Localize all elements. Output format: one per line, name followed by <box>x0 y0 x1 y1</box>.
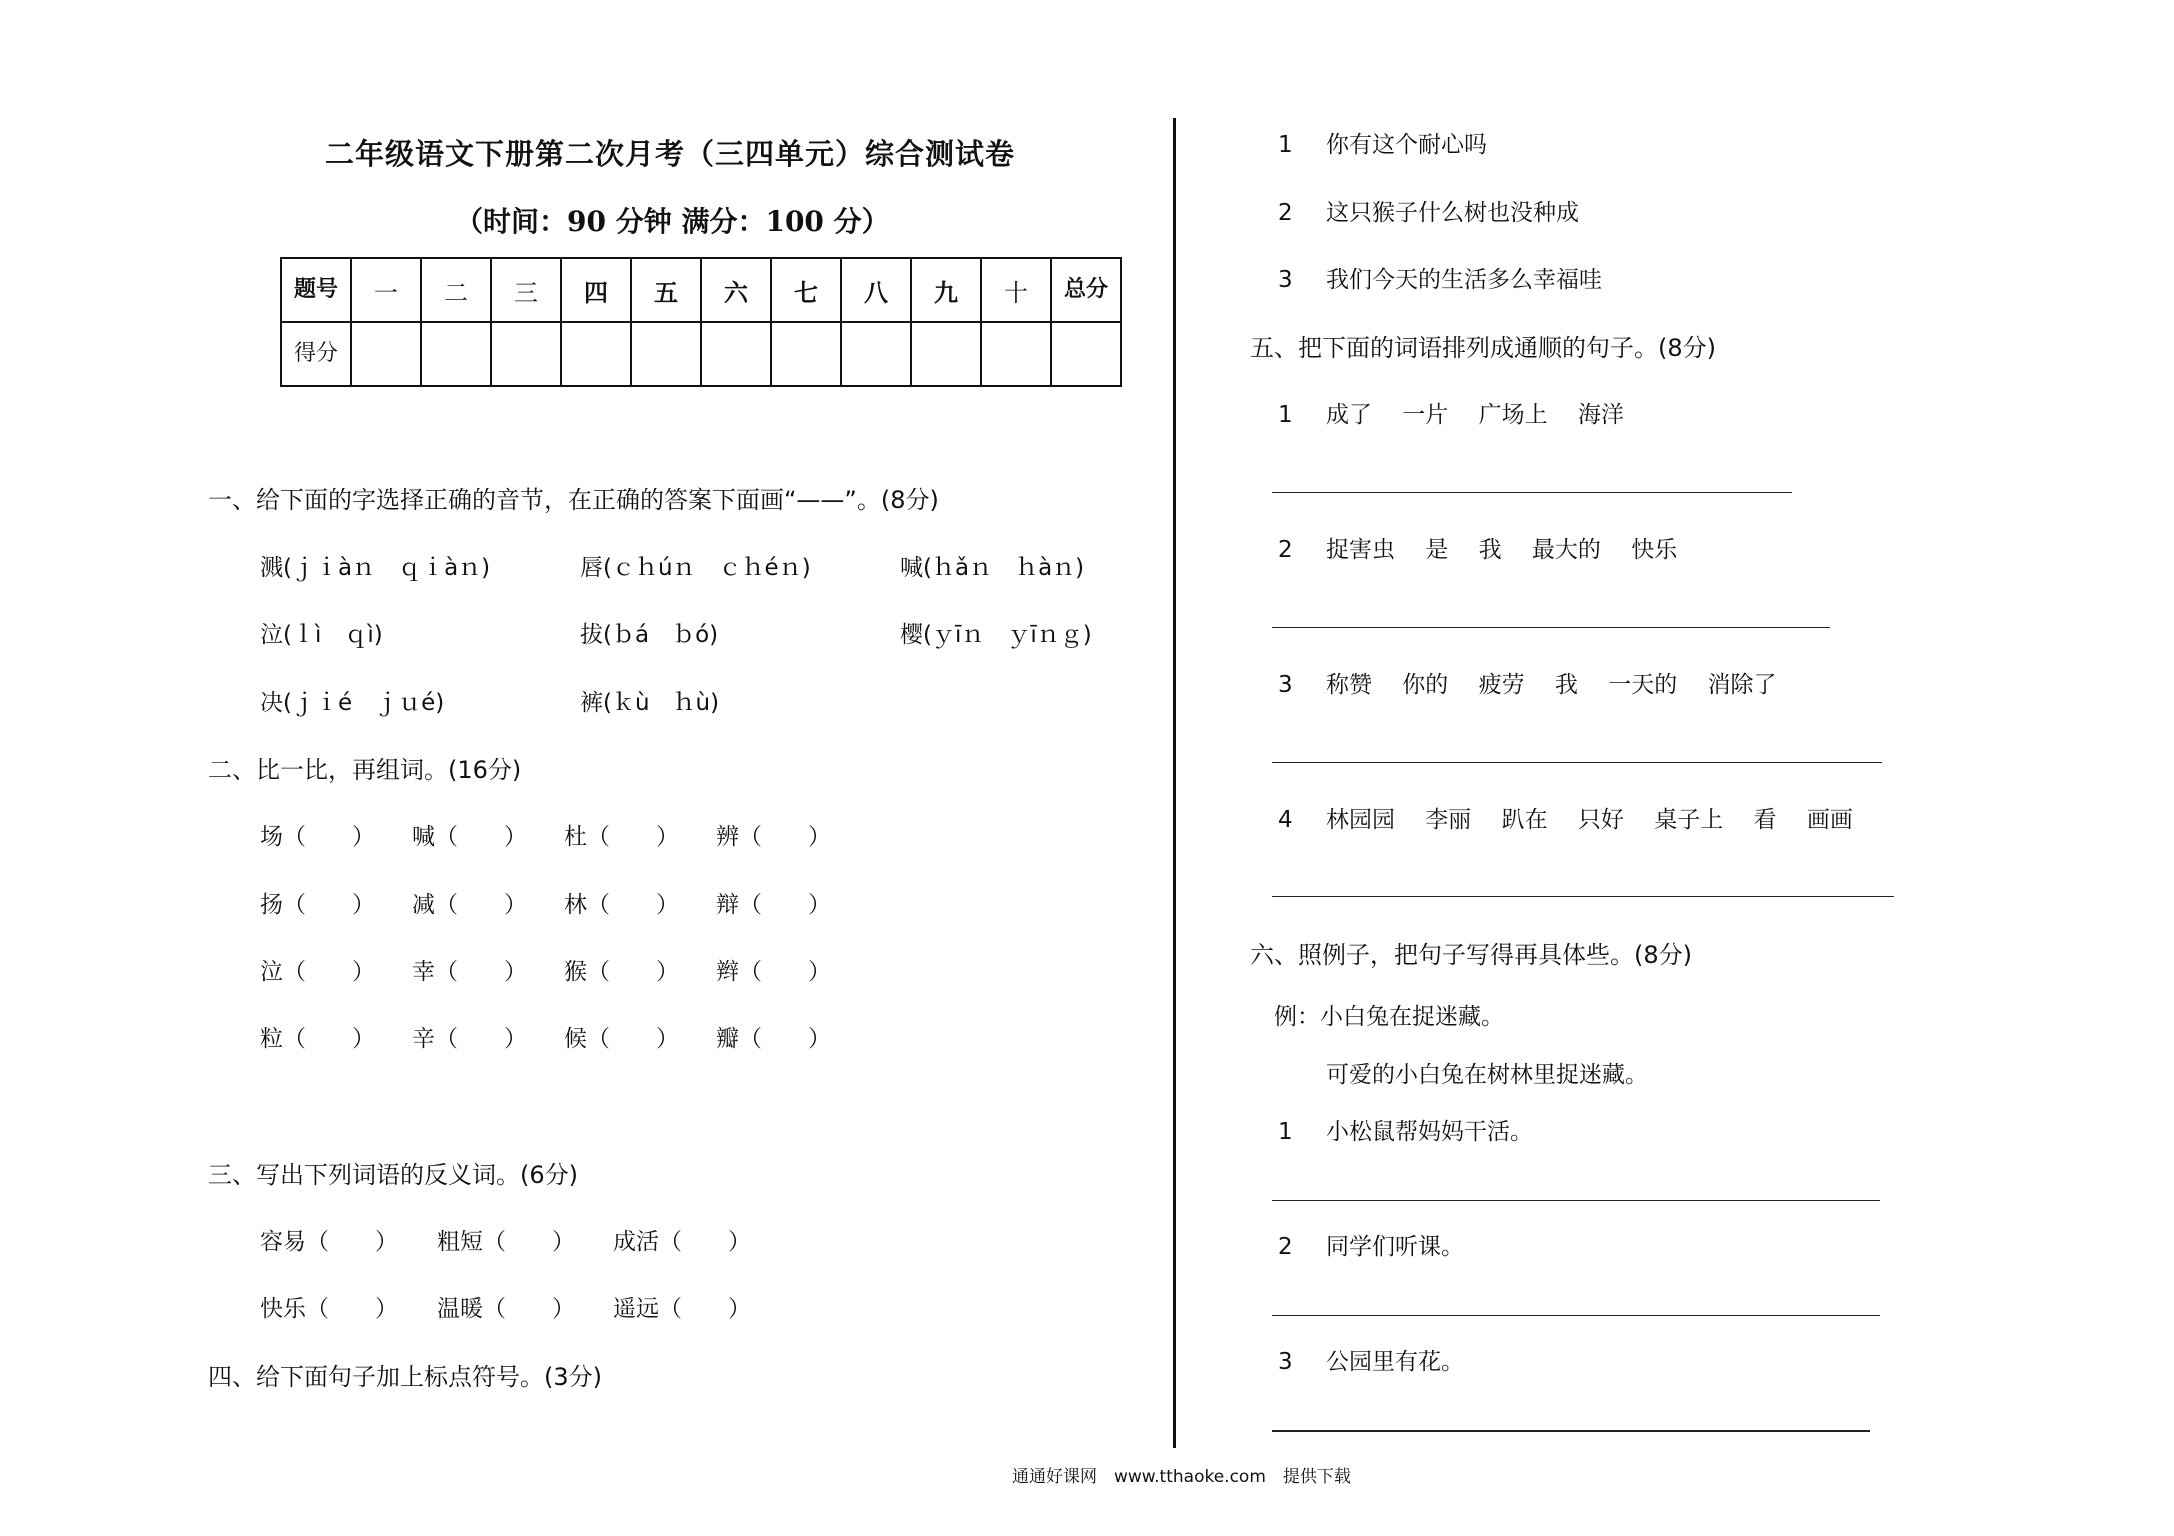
answer-line[interactable] <box>1272 896 1894 897</box>
score-table-header-row <box>281 258 1121 322</box>
antonym-item: 粗短（ ） <box>437 1229 575 1255</box>
score-header-cell: 七 <box>771 258 841 322</box>
word-item: 辩（ ） <box>716 892 831 918</box>
item-number: 3 <box>1278 267 1293 293</box>
antonym-item: 成活（ ） <box>613 1229 751 1255</box>
pinyin-item: 唇(ｃｈúｎ ｃｈéｎ) <box>580 555 811 581</box>
score-header-cell: 三 <box>491 258 561 322</box>
sentence-text: 小松鼠帮妈妈干活。 <box>1326 1119 1533 1145</box>
sentence-text: 我们今天的生活多么幸福哇 <box>1326 267 1602 293</box>
pinyin-item: 溅(ｊｉàｎ ｑｉàｎ) <box>260 555 491 581</box>
item-number: 3 <box>1278 1349 1293 1375</box>
word-list: 称赞 你的 疲劳 我 一天的 消除了 <box>1326 672 1777 698</box>
word-item: 辫（ ） <box>716 959 831 985</box>
score-cell[interactable] <box>841 322 911 386</box>
item-number: 2 <box>1278 200 1293 226</box>
word-list: 捉害虫 是 我 最大的 快乐 <box>1326 537 1678 563</box>
score-cell[interactable] <box>701 322 771 386</box>
score-cell[interactable] <box>421 322 491 386</box>
section6-heading: 六、照例子，把句子写得再具体些。(8分) <box>1250 941 1692 969</box>
score-cell[interactable] <box>561 322 631 386</box>
section3-heading: 三、写出下列词语的反义词。(6分) <box>208 1161 578 1189</box>
score-header-cell: 五 <box>631 258 701 322</box>
word-item: 杜（ ） <box>564 824 679 850</box>
page-subtitle: （时间：90 分钟 满分：100 分） <box>455 205 890 238</box>
antonym-item: 快乐（ ） <box>260 1296 398 1322</box>
item-number: 1 <box>1278 402 1293 428</box>
word-item: 粒（ ） <box>260 1026 375 1052</box>
score-cell[interactable] <box>981 322 1051 386</box>
pinyin-item: 泣(ｌì ｑì) <box>260 622 383 648</box>
word-item: 瓣（ ） <box>716 1026 831 1052</box>
sentence-text: 你有这个耐心吗 <box>1326 132 1487 158</box>
item-number: 1 <box>1278 1119 1293 1145</box>
item-number: 2 <box>1278 1234 1293 1260</box>
word-list: 成了 一片 广场上 海洋 <box>1326 402 1624 428</box>
answer-line[interactable] <box>1272 1430 1870 1432</box>
pinyin-item: 拔(ｂá ｂó) <box>580 622 719 648</box>
score-header-cell: 十 <box>981 258 1051 322</box>
example-answer: 可爱的小白兔在树林里捉迷藏。 <box>1326 1062 1648 1088</box>
pinyin-item: 裤(ｋù ｈù) <box>580 690 720 716</box>
score-header-cell: 四 <box>561 258 631 322</box>
score-cell[interactable] <box>771 322 841 386</box>
score-row-label: 得分 <box>281 322 351 386</box>
section2-heading: 二、比一比，再组词。(16分) <box>208 756 522 784</box>
pinyin-item: 喊(ｈǎｎ ｈàｎ) <box>900 555 1085 581</box>
word-item: 喊（ ） <box>412 824 527 850</box>
score-table-score-row <box>281 322 1121 386</box>
item-number: 4 <box>1278 807 1293 833</box>
section1-heading: 一、给下面的字选择正确的音节，在正确的答案下面画“——”。(8分) <box>208 486 939 514</box>
word-item: 场（ ） <box>260 824 375 850</box>
sentence-text: 这只猴子什么树也没种成 <box>1326 200 1579 226</box>
pinyin-item: 樱(ｙīｎ ｙīｎｇ) <box>900 622 1092 648</box>
pinyin-item: 决(ｊｉé ｊｕé) <box>260 690 445 716</box>
score-header-cell: 九 <box>911 258 981 322</box>
section4-heading: 四、给下面句子加上标点符号。(3分) <box>208 1363 602 1391</box>
score-header-cell: 八 <box>841 258 911 322</box>
answer-line[interactable] <box>1272 627 1830 628</box>
word-item: 候（ ） <box>564 1026 679 1052</box>
score-cell[interactable] <box>911 322 981 386</box>
score-cell[interactable] <box>351 322 421 386</box>
word-item: 泣（ ） <box>260 959 375 985</box>
score-header-cell: 六 <box>701 258 771 322</box>
word-item: 林（ ） <box>564 892 679 918</box>
score-cell[interactable] <box>631 322 701 386</box>
word-list: 林园园 李丽 趴在 只好 桌子上 看 画画 <box>1326 807 1853 833</box>
item-number: 1 <box>1278 132 1293 158</box>
antonym-item: 容易（ ） <box>260 1229 398 1255</box>
column-divider <box>1173 118 1176 1448</box>
score-header-cell: 二 <box>421 258 491 322</box>
score-header-cell: 一 <box>351 258 421 322</box>
example-sentence: 例：小白兔在捉迷藏。 <box>1274 1004 1504 1030</box>
antonym-item: 温暖（ ） <box>437 1296 575 1322</box>
word-item: 扬（ ） <box>260 892 375 918</box>
sentence-text: 公园里有花。 <box>1326 1349 1464 1375</box>
answer-line[interactable] <box>1272 1315 1880 1316</box>
word-item: 减（ ） <box>412 892 527 918</box>
score-cell[interactable] <box>491 322 561 386</box>
antonym-item: 遥远（ ） <box>613 1296 751 1322</box>
answer-line[interactable] <box>1272 1200 1880 1201</box>
word-item: 猴（ ） <box>564 959 679 985</box>
item-number: 2 <box>1278 537 1293 563</box>
item-number: 3 <box>1278 672 1293 698</box>
section5-heading: 五、把下面的词语排列成通顺的句子。(8分) <box>1250 334 1716 362</box>
word-item: 辨（ ） <box>716 824 831 850</box>
page-title: 二年级语文下册第二次月考（三四单元）综合测试卷 <box>325 137 1016 171</box>
score-header-cell: 总分 <box>1051 258 1121 322</box>
answer-line[interactable] <box>1272 762 1882 763</box>
score-table <box>280 257 1122 387</box>
word-item: 辛（ ） <box>412 1026 527 1052</box>
sentence-text: 同学们听课。 <box>1326 1234 1464 1260</box>
word-item: 幸（ ） <box>412 959 527 985</box>
score-cell[interactable] <box>1051 322 1121 386</box>
footer-credit: 通通好课网 www.tthaoke.com 提供下载 <box>1012 1467 1351 1487</box>
answer-line[interactable] <box>1272 492 1792 493</box>
score-header-cell: 题号 <box>281 258 351 322</box>
